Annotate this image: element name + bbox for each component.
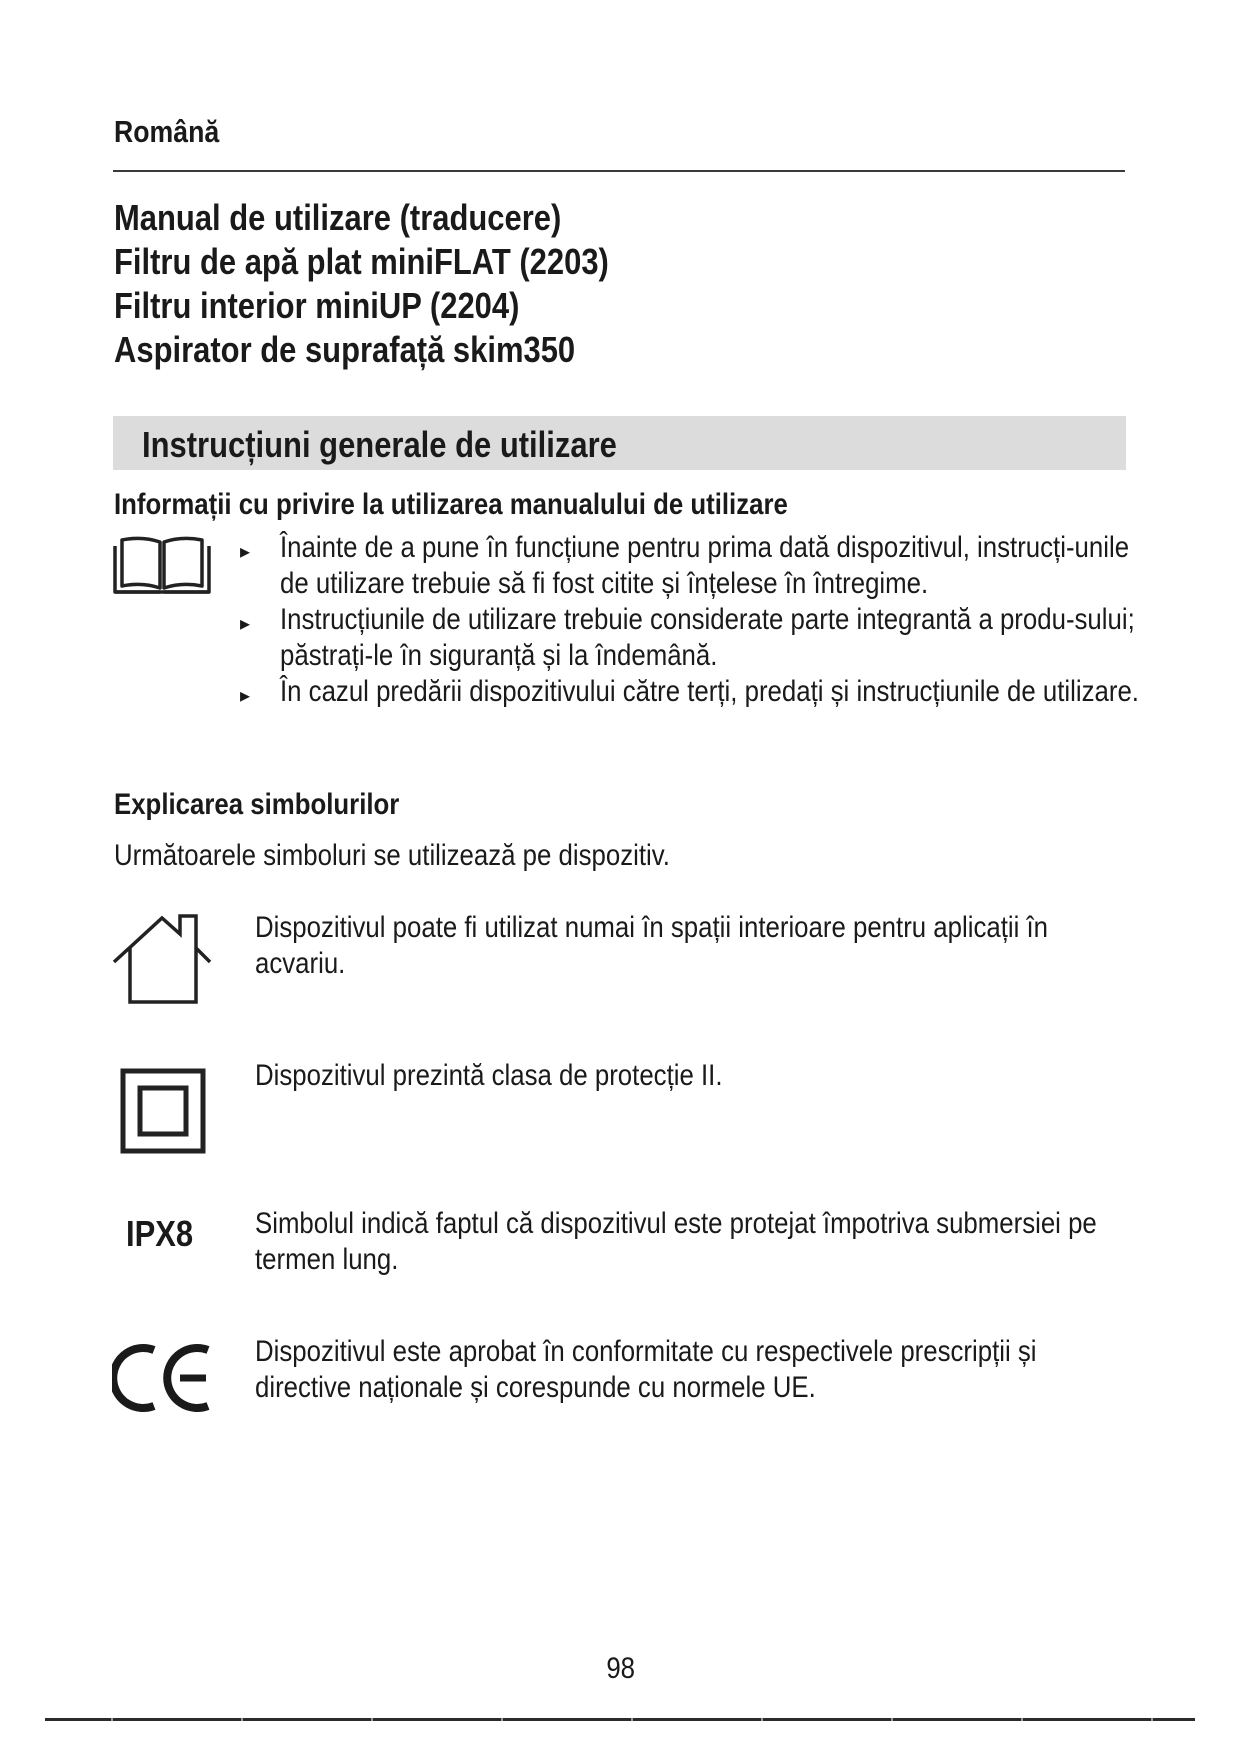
manual-info-heading: Informații cu privire la utilizarea manualului de utilizare	[114, 488, 788, 521]
title-line: Filtru de apă plat miniFLAT (2203)	[114, 241, 609, 282]
section-header	[113, 416, 1126, 470]
ipx8-label: IPX8	[126, 1213, 194, 1254]
title-line: Filtru interior miniUP (2204)	[114, 285, 520, 326]
symbol-description: Dispozitivul este aprobat în conformitate cu respectivele prescripții și directive naționale și corespunde cu normele UE.	[255, 1335, 1037, 1404]
header-divider	[113, 170, 1125, 172]
house-icon	[112, 910, 212, 1015]
symbol-description: Simbolul indică faptul că dispozitivul este protejat împotriva submersiei pe termen lung.	[255, 1207, 1097, 1276]
language-label: Română	[114, 114, 220, 149]
symbols-heading: Explicarea simbolurilor	[114, 788, 400, 821]
double-square-icon	[120, 1068, 206, 1163]
section-title: Instrucțiuni generale de utilizare	[142, 424, 617, 465]
page-number: 98	[606, 1652, 635, 1685]
symbol-description: Dispozitivul poate fi utilizat numai în spații interioare pentru aplicații în acvariu.	[255, 911, 1049, 980]
symbols-intro: Următoarele simboluri se utilizează pe dispozitiv.	[114, 839, 670, 872]
title-line: Aspirator de suprafață skim350	[114, 329, 576, 370]
document-title-block	[114, 196, 689, 372]
book-icon	[112, 534, 212, 605]
symbol-description: Dispozitivul prezintă clasa de protecție II.	[255, 1059, 723, 1092]
bullet-arrow-icon: ▸	[240, 541, 251, 563]
title-line: Manual de utilizare (traducere)	[114, 197, 562, 238]
bullet-arrow-icon: ▸	[240, 685, 251, 707]
ce-mark-icon	[112, 1342, 212, 1423]
list-item: ▸ În cazul predării dispozitivului către terți, predați și instrucțiunile de utilizare.	[240, 674, 1140, 710]
footer-divider	[45, 1718, 1195, 1721]
bullet-arrow-icon: ▸	[240, 613, 251, 635]
manual-info-list	[240, 530, 1140, 710]
list-item: ▸ Înainte de a pune în funcțiune pentru prima dată dispozitivul, instrucți-unile de utilizare trebuie să fi fost citite și înțelese în întregime.	[240, 531, 1130, 600]
list-item: ▸ Instrucțiunile de utilizare trebuie considerate parte integrantă a produ-sului; păstrați-le în siguranță și la îndemână.	[240, 603, 1135, 672]
